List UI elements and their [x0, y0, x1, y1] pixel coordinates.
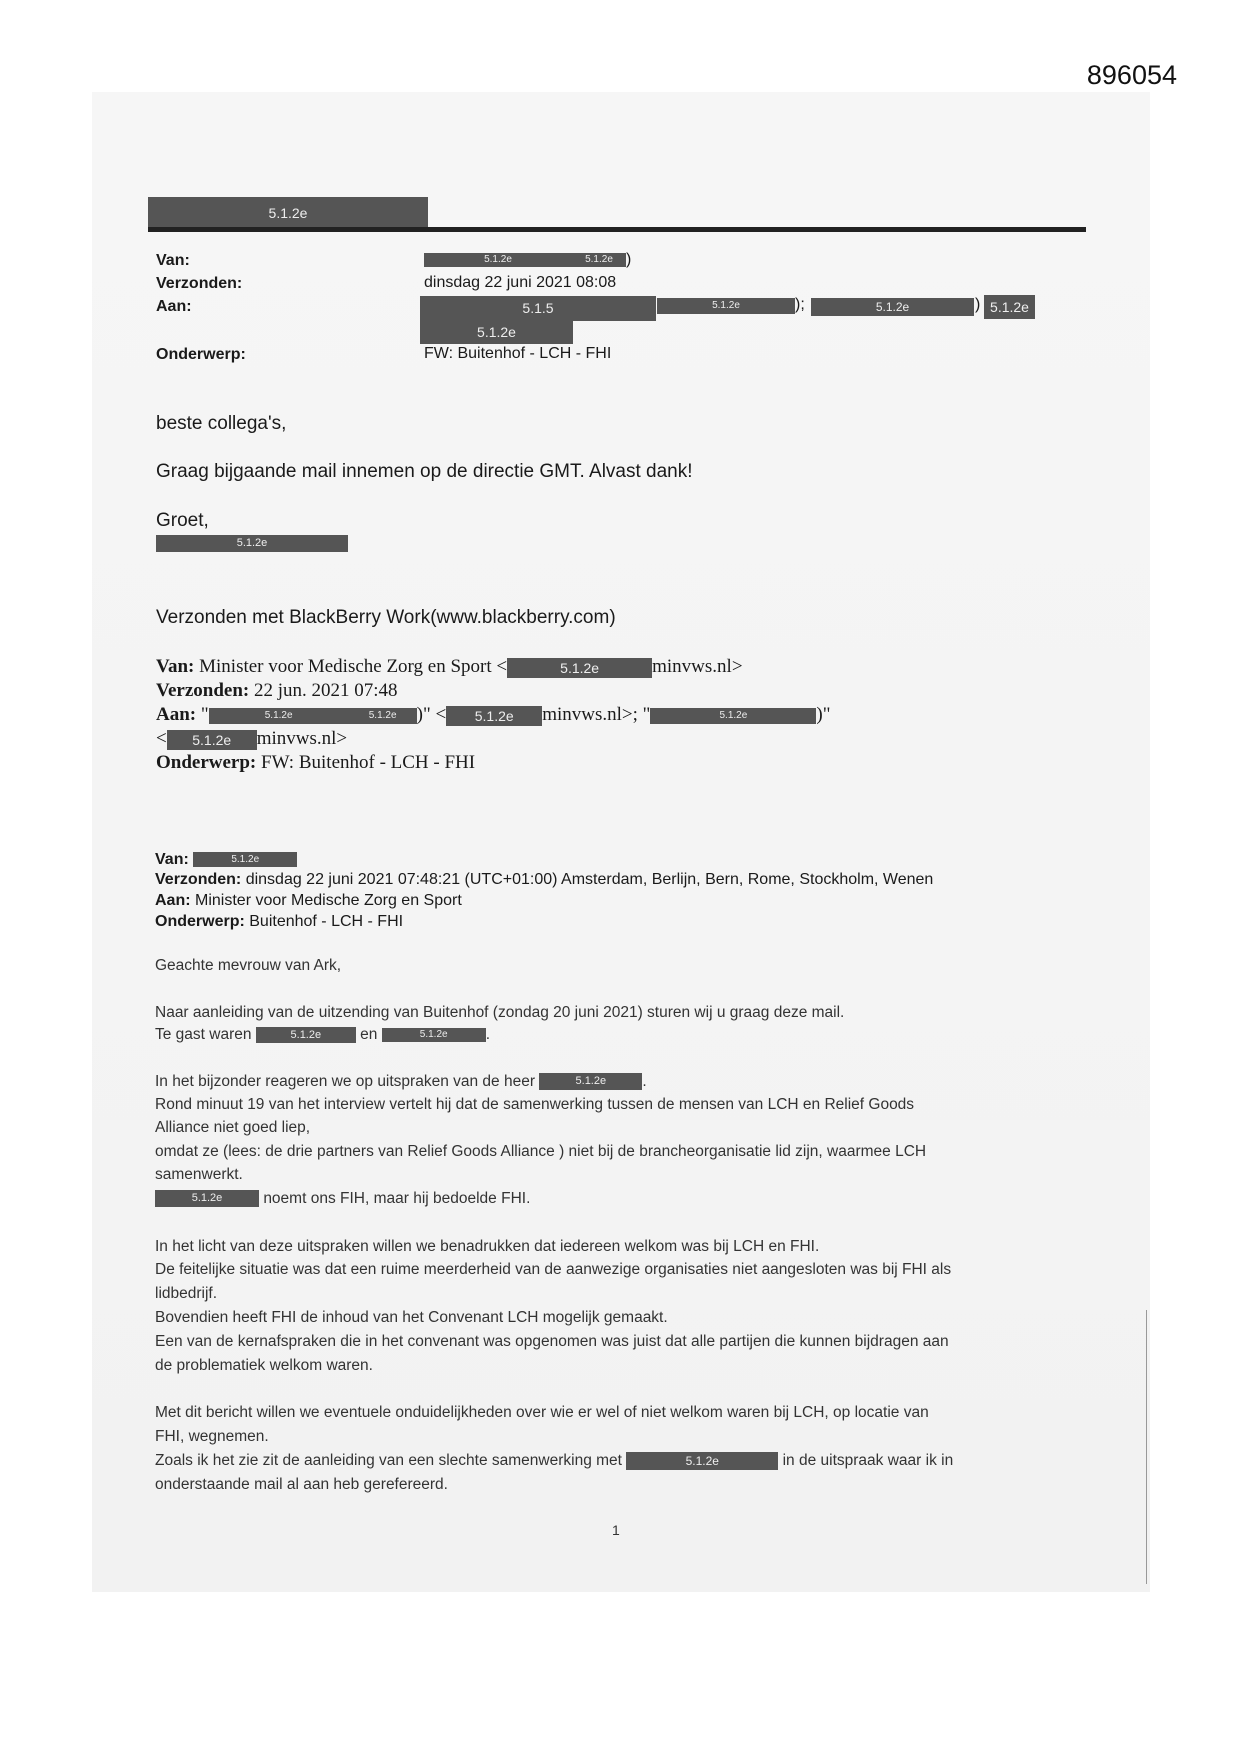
redaction-box: 5.1.2e [446, 706, 542, 726]
text: in de uitspraak waar ik in [782, 1452, 954, 1470]
signature: Verzonden met BlackBerry Work(www.blackberry.com) [156, 607, 616, 628]
onderwerp-label: Onderwerp: [156, 346, 246, 363]
van-label: Van: [156, 252, 190, 269]
paragraph-line [155, 1452, 953, 1470]
orig-verzonden-line [155, 871, 933, 889]
paragraph-line: De feitelijke situatie was dat een ruime meerderheid van de aanwezige organisaties niet aangesloten was bij FHI als [155, 1261, 952, 1278]
verzonden-value: dinsdag 22 juni 2021 07:48:21 (UTC+01:00) Amsterdam, Berlijn, Bern, Rome, Stockholm, Wenen [245, 871, 934, 888]
onderwerp-value: Buitenhof - LCH - FHI [249, 913, 404, 930]
aan-domain: minvws.nl>; " [542, 704, 651, 725]
paragraph-line: Alliance niet goed liep, [155, 1119, 311, 1136]
van-close: ) [626, 251, 632, 268]
salutation: Geachte mevrouw van Ark, [155, 957, 342, 974]
text: In het bijzonder reageren we op uitspraken van de heer [155, 1073, 535, 1090]
onderwerp-label: Onderwerp: [156, 752, 257, 773]
onderwerp-label: Onderwerp: [155, 913, 245, 930]
van-domain: minvws.nl> [652, 656, 743, 677]
paragraph-line [155, 1190, 530, 1208]
text: . [485, 1026, 490, 1043]
redaction-box: 5.1.2e [572, 253, 626, 267]
orig-onderwerp-line [155, 913, 403, 931]
paragraph-line [155, 1073, 647, 1091]
redaction-box: 5.1.2e [507, 658, 652, 678]
forward-aan-line-2 [156, 728, 347, 750]
verzonden-label: Verzonden: [156, 275, 243, 292]
message-body: Graag bijgaande mail innemen op de directie GMT. Alvast dank! [156, 461, 693, 482]
redaction-box: 5.1.2e [349, 708, 417, 724]
aan-domain: minvws.nl> [256, 728, 348, 749]
redaction-box: 5.1.2e [155, 1190, 259, 1207]
text: . [642, 1073, 647, 1090]
separator: < [156, 728, 167, 749]
redaction-box: 5.1.2e [984, 295, 1035, 319]
orig-aan-line [155, 892, 462, 910]
separator: )" < [416, 704, 447, 725]
redaction-box: 5.1.2e [148, 197, 428, 229]
paragraph-line: In het licht van deze uitspraken willen we benadrukken dat iedereen welkom was bij LCH en FHI. [155, 1238, 820, 1255]
paragraph-line: onderstaande mail al aan heb gerefereerd. [155, 1476, 448, 1493]
redaction-box: 5.1.2e [626, 1452, 778, 1470]
redaction-box: 5.1.2e [193, 852, 297, 867]
van-label: Van: [156, 656, 195, 677]
paragraph-line: samenwerkt. [155, 1166, 243, 1183]
aan-label: Aan: [156, 298, 192, 315]
closing: Groet, [156, 510, 209, 531]
page-number: 1 [612, 1522, 620, 1538]
onderwerp-value: FW: Buitenhof - LCH - FHI [424, 345, 612, 362]
paragraph-line: de problematiek welkom waren. [155, 1357, 373, 1374]
text: noemt ons FIH, maar hij bedoelde FHI. [263, 1190, 531, 1207]
aan-label: Aan: [155, 892, 191, 909]
forward-van-line [156, 656, 743, 678]
quote: " [200, 704, 209, 725]
document-number: 896054 [1086, 60, 1177, 90]
verzonden-value: 22 jun. 2021 07:48 [254, 680, 398, 701]
aan-label: Aan: [156, 704, 197, 725]
verzonden-label: Verzonden: [155, 871, 242, 888]
redaction-box: 5.1.2e [256, 1027, 356, 1043]
verzonden-label: Verzonden: [156, 680, 250, 701]
redaction-box: 5.1.2e [209, 708, 349, 724]
paragraph-line: Rond minuut 19 van het interview vertelt hij dat de samenwerking tussen de mensen van LCH en Relief Goods [155, 1096, 915, 1113]
aan-separator: ) [975, 296, 981, 313]
onderwerp-value: FW: Buitenhof - LCH - FHI [261, 752, 476, 773]
paragraph-line: lidbedrijf. [155, 1285, 218, 1302]
van-value [424, 251, 631, 269]
paragraph-line: Met dit bericht willen we eventuele onduidelijkheden over wie er wel of niet welkom waren bij LCH, op locatie van [155, 1404, 929, 1421]
van-label: Van: [155, 851, 189, 868]
paragraph-line: Naar aanleiding van de uitzending van Buitenhof (zondag 20 juni 2021) sturen wij u graag deze mail. [155, 1004, 845, 1021]
redaction-box: 5.1.2e [811, 298, 974, 316]
redaction-box: 5.1.5 [420, 296, 656, 321]
redaction-box: 5.1.2e [382, 1028, 486, 1042]
greeting: beste collega's, [156, 413, 287, 434]
orig-van-line [155, 851, 297, 869]
paragraph-line: Bovendien heeft FHI de inhoud van het Convenant LCH mogelijk gemaakt. [155, 1309, 668, 1326]
redaction-box: 5.1.2e [156, 535, 348, 552]
forward-verzonden-line [156, 680, 398, 702]
aan-separator: ); [795, 296, 805, 313]
redaction-box: 5.1.2e [167, 730, 257, 750]
paragraph-line [155, 1026, 490, 1044]
forward-aan-line [156, 704, 831, 726]
redaction-box: 5.1.2e [650, 708, 816, 724]
header-divider [148, 227, 1086, 232]
redaction-box: 5.1.2e [539, 1073, 642, 1090]
redaction-box: 5.1.2e [420, 320, 573, 344]
forward-onderwerp-line [156, 752, 475, 774]
paragraph-line: FHI, wegnemen. [155, 1428, 269, 1445]
text: en [360, 1026, 378, 1043]
text: Te gast waren [155, 1026, 252, 1043]
verzonden-value: dinsdag 22 juni 2021 08:08 [424, 274, 617, 291]
redaction-box: 5.1.2e [657, 298, 795, 314]
paragraph-line: omdat ze (lees: de drie partners van Relief Goods Alliance ) niet bij de brancheorganisatie lid zijn, waarmee LCH [155, 1143, 927, 1160]
redaction-box: 5.1.2e [424, 253, 572, 267]
paragraph-line: Een van de kernafspraken die in het convenant was opgenomen was juist dat alle partijen die kunnen bijdragen aan [155, 1333, 949, 1350]
aan-value: Minister voor Medische Zorg en Sport [195, 892, 462, 909]
quote: )" [816, 704, 831, 725]
van-value: Minister voor Medische Zorg en Sport < [199, 656, 508, 677]
scan-edge-line [1146, 1310, 1147, 1584]
text: Zoals ik het zie zit de aanleiding van een slechte samenwerking met [155, 1452, 622, 1470]
